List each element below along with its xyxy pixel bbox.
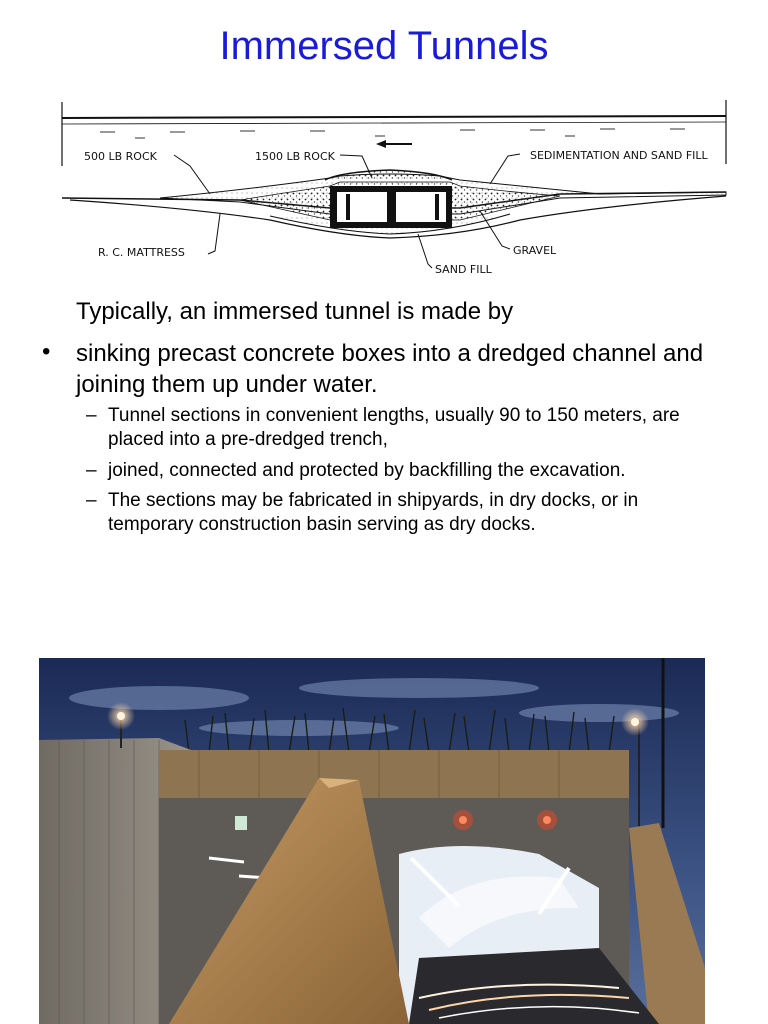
sub-bullet-text: Tunnel sections in convenient lengths, usually 90 to 150 meters, are placed into a pre-dredged trench, <box>108 405 680 450</box>
dash-marker: – <box>86 405 97 426</box>
label-rc-mattress: R. C. MATTRESS <box>98 246 185 259</box>
label-500lb-rock: 500 LB ROCK <box>84 150 157 163</box>
tunnel-element <box>330 186 452 228</box>
bullet-marker: • <box>42 338 51 365</box>
tunnel-entrance-photo <box>39 658 705 1024</box>
tunnel-cross-section-diagram <box>40 96 740 286</box>
sub-bullet-text: joined, connected and protected by backfilling the excavation. <box>108 460 626 481</box>
label-sand-fill: SAND FILL <box>435 263 492 276</box>
label-sedimentation: SEDIMENTATION AND SAND FILL <box>530 149 708 162</box>
flow-arrow-icon <box>376 140 412 148</box>
label-1500lb-rock: 1500 LB ROCK <box>255 150 335 163</box>
intro-text: Typically, an immersed tunnel is made by <box>76 298 514 325</box>
label-gravel: GRAVEL <box>513 244 557 257</box>
main-bullet: sinking precast concrete boxes into a dredged channel and joining them up under water. <box>76 340 704 398</box>
sub-bullet-text: The sections may be fabricated in shipyards, in dry docks, or in temporary construction basin serving as dry docks. <box>108 490 639 535</box>
dash-marker: – <box>86 490 97 511</box>
page-title: Immersed Tunnels <box>219 24 549 68</box>
dash-marker: – <box>86 460 97 481</box>
